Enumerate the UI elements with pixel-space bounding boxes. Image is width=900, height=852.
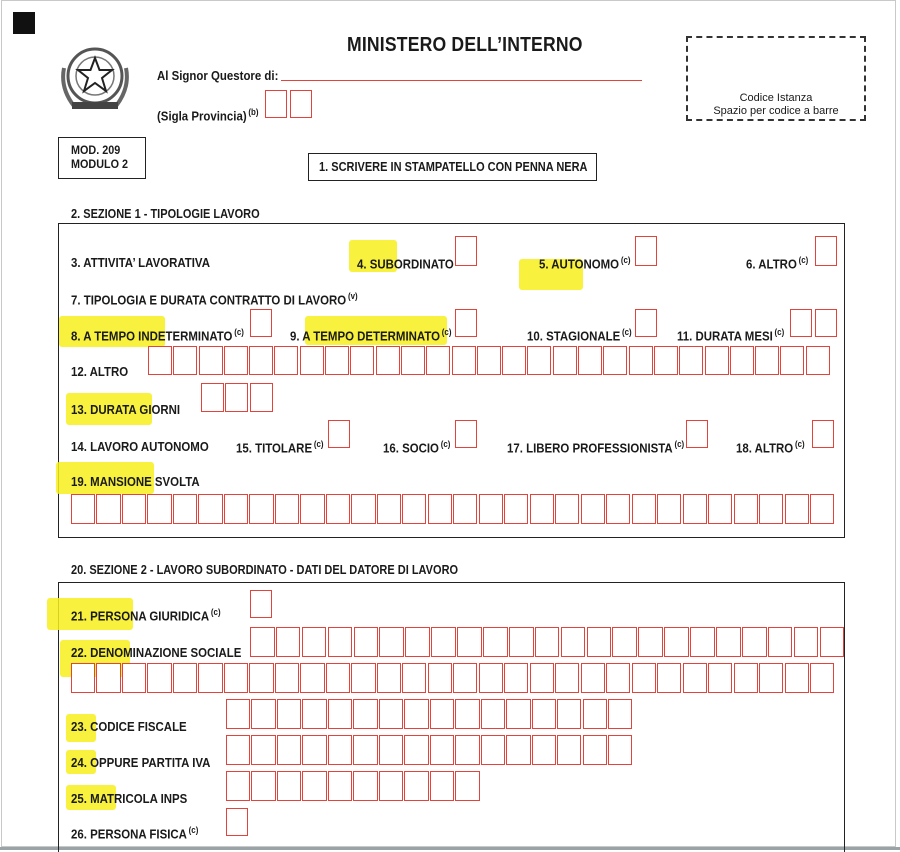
denominazione-char-box[interactable] <box>561 627 586 657</box>
denominazione-char-box[interactable] <box>249 663 273 693</box>
sigla-label: (Sigla Provincia) $^{(b)}$ <box>157 107 259 124</box>
altro12-char-box[interactable] <box>806 346 830 375</box>
denominazione-char-box[interactable] <box>379 627 404 657</box>
partita-iva-char-box[interactable] <box>430 735 454 765</box>
lavoro-autonomo-label: 14. LAVORO AUTONOMO <box>71 439 209 454</box>
denominazione-char-box[interactable] <box>453 663 477 693</box>
denominazione-char-box[interactable] <box>768 627 793 657</box>
denominazione-char-box[interactable] <box>457 627 482 657</box>
denominazione-char-box[interactable] <box>250 627 275 657</box>
titolare-label: 15. TITOLARE $^{(c)}$ <box>236 439 324 456</box>
mansione-char-box[interactable] <box>351 494 375 524</box>
denominazione-char-box[interactable] <box>509 627 534 657</box>
altro12-char-box[interactable] <box>679 346 703 375</box>
partita-iva-char-box[interactable] <box>379 735 403 765</box>
questore-label: Al Signor Questore di: <box>157 68 279 83</box>
partita-iva-char-box[interactable] <box>353 735 377 765</box>
denominazione-char-box[interactable] <box>734 663 758 693</box>
altro12-boxes <box>148 346 831 375</box>
matricola-char-box[interactable] <box>328 771 352 801</box>
durata-giorni-char-box[interactable] <box>201 383 224 412</box>
partita-iva-char-box[interactable] <box>404 735 428 765</box>
altro12-char-box[interactable] <box>325 346 349 375</box>
partita-iva-boxes <box>226 735 634 765</box>
socio-checkbox[interactable] <box>455 420 477 448</box>
altro12-char-box[interactable] <box>654 346 678 375</box>
mansione-char-box[interactable] <box>555 494 579 524</box>
mansione-char-box[interactable] <box>504 494 528 524</box>
sigla-box-2[interactable] <box>290 90 312 118</box>
altro12-char-box[interactable] <box>300 346 324 375</box>
partita-iva-char-box[interactable] <box>583 735 607 765</box>
mansione-char-box[interactable] <box>810 494 834 524</box>
codice-fiscale-char-box[interactable] <box>302 699 326 729</box>
partita-iva-char-box[interactable] <box>506 735 530 765</box>
denominazione-char-box[interactable] <box>555 663 579 693</box>
altro12-char-box[interactable] <box>578 346 602 375</box>
codice-fiscale-char-box[interactable] <box>251 699 275 729</box>
page-title: MINISTERO DELL’INTERNO <box>347 34 583 56</box>
mansione-char-box[interactable] <box>249 494 273 524</box>
denominazione-char-box[interactable] <box>276 627 301 657</box>
altro12-char-box[interactable] <box>401 346 425 375</box>
mansione-char-box[interactable] <box>453 494 477 524</box>
denominazione-char-box[interactable] <box>328 627 353 657</box>
mansione-char-box[interactable] <box>275 494 299 524</box>
matricola-char-box[interactable] <box>404 771 428 801</box>
mansione-char-box[interactable] <box>530 494 554 524</box>
republic-emblem-icon <box>56 38 134 118</box>
codice-fiscale-char-box[interactable] <box>532 699 556 729</box>
determinato-label: 9. A TEMPO DETERMINATO $^{(c)}$ <box>290 327 452 344</box>
altro12-char-box[interactable] <box>780 346 804 375</box>
matricola-char-box[interactable] <box>430 771 454 801</box>
matricola-char-box[interactable] <box>353 771 377 801</box>
mansione-char-box[interactable] <box>632 494 656 524</box>
codice-fiscale-char-box[interactable] <box>506 699 530 729</box>
indeterminato-label: 8. A TEMPO INDETERMINATO $^{(c)}$ <box>71 327 244 344</box>
denominazione-char-box[interactable] <box>326 663 350 693</box>
matricola-char-box[interactable] <box>251 771 275 801</box>
denominazione-boxes-row1 <box>250 627 845 657</box>
matricola-boxes <box>226 771 481 801</box>
autonomo-checkbox[interactable] <box>635 236 657 266</box>
mansione-boxes <box>71 494 836 524</box>
codice-fiscale-char-box[interactable] <box>608 699 632 729</box>
module-box <box>58 137 146 179</box>
barcode-caption <box>686 92 866 118</box>
denominazione-char-box[interactable] <box>479 663 503 693</box>
determinato-checkbox[interactable] <box>455 309 477 337</box>
denominazione-char-box[interactable] <box>377 663 401 693</box>
altro12-char-box[interactable] <box>603 346 627 375</box>
partita-iva-char-box[interactable] <box>557 735 581 765</box>
autonomo-label: 5. AUTONOMO $^{(c)}$ <box>539 255 631 272</box>
codice-fiscale-char-box[interactable] <box>353 699 377 729</box>
altro12-char-box[interactable] <box>148 346 172 375</box>
mansione-char-box[interactable] <box>300 494 324 524</box>
denominazione-char-box[interactable] <box>632 663 656 693</box>
denominazione-char-box[interactable] <box>428 663 452 693</box>
denominazione-char-box[interactable] <box>300 663 324 693</box>
denominazione-char-box[interactable] <box>785 663 809 693</box>
denominazione-char-box[interactable] <box>530 663 554 693</box>
codice-fiscale-boxes <box>226 699 634 729</box>
partita-iva-char-box[interactable] <box>226 735 250 765</box>
codice-fiscale-char-box[interactable] <box>583 699 607 729</box>
mansione-char-box[interactable] <box>581 494 605 524</box>
denominazione-char-box[interactable] <box>354 627 379 657</box>
denominazione-char-box[interactable] <box>742 627 767 657</box>
section2-title: 20. SEZIONE 2 - LAVORO SUBORDINATO - DATI DEL DATORE DI LAVORO <box>71 563 459 577</box>
denominazione-char-box[interactable] <box>587 627 612 657</box>
altro12-char-box[interactable] <box>173 346 197 375</box>
partita-iva-char-box[interactable] <box>302 735 326 765</box>
corner-marker <box>13 12 35 34</box>
mansione-char-box[interactable] <box>402 494 426 524</box>
durata-giorni-label: 13. DURATA GIORNI <box>71 402 181 417</box>
mansione-char-box[interactable] <box>479 494 503 524</box>
denominazione-label: 22. DENOMINAZIONE SOCIALE <box>71 645 242 660</box>
denominazione-char-box[interactable] <box>405 627 430 657</box>
altro12-char-box[interactable] <box>350 346 374 375</box>
mansione-char-box[interactable] <box>657 494 681 524</box>
denominazione-char-box[interactable] <box>683 663 707 693</box>
denominazione-char-box[interactable] <box>198 663 222 693</box>
denominazione-char-box[interactable] <box>483 627 508 657</box>
persona-fisica-checkbox[interactable] <box>226 808 248 836</box>
attivita-label: 3. ATTIVITA’ LAVORATIVA <box>71 255 210 270</box>
partita-iva-char-box[interactable] <box>455 735 479 765</box>
section1-title: 2. SEZIONE 1 - TIPOLOGIE LAVORO <box>71 207 260 221</box>
mansione-char-box[interactable] <box>71 494 95 524</box>
durata-giorni-boxes <box>201 383 274 412</box>
libero-prof-checkbox[interactable] <box>686 420 708 448</box>
denominazione-char-box[interactable] <box>147 663 171 693</box>
altro12-label: 12. ALTRO <box>71 364 129 379</box>
matricola-char-box[interactable] <box>226 771 250 801</box>
module-line-2: MODULO 2 <box>71 157 129 171</box>
tipologia-label: 7. TIPOLOGIA E DURATA CONTRATTO DI LAVORO $^{(v)}$ <box>71 291 358 308</box>
mansione-char-box[interactable] <box>173 494 197 524</box>
altro12-char-box[interactable] <box>527 346 551 375</box>
stagionale-checkbox[interactable] <box>635 309 657 337</box>
stagionale-label: 10. STAGIONALE $^{(c)}$ <box>527 327 632 344</box>
mansione-char-box[interactable] <box>122 494 146 524</box>
denominazione-char-box[interactable] <box>96 663 120 693</box>
denominazione-char-box[interactable] <box>504 663 528 693</box>
denominazione-char-box[interactable] <box>71 663 95 693</box>
barcode-sub: Spazio per codice a barre <box>713 105 839 117</box>
matricola-label: 25. MATRICOLA INPS <box>71 791 188 806</box>
mansione-char-box[interactable] <box>198 494 222 524</box>
instruction-text: 1. SCRIVERE IN STAMPATELLO CON PENNA NERA <box>319 160 588 174</box>
subordinato-label: 4. SUBORDINATO <box>357 256 454 272</box>
altro12-char-box[interactable] <box>730 346 754 375</box>
denominazione-char-box[interactable] <box>606 663 630 693</box>
persona-fisica-label: 26. PERSONA FISICA $^{(c)}$ <box>71 825 199 842</box>
mansione-char-box[interactable] <box>147 494 171 524</box>
mansione-char-box[interactable] <box>606 494 630 524</box>
denominazione-char-box[interactable] <box>638 627 663 657</box>
mansione-char-box[interactable] <box>428 494 452 524</box>
mansione-char-box[interactable] <box>224 494 248 524</box>
denominazione-char-box[interactable] <box>708 663 732 693</box>
denominazione-char-box[interactable] <box>759 663 783 693</box>
denominazione-char-box[interactable] <box>535 627 560 657</box>
denominazione-char-box[interactable] <box>716 627 741 657</box>
denominazione-char-box[interactable] <box>122 663 146 693</box>
partita-iva-char-box[interactable] <box>608 735 632 765</box>
durata-mesi-box-1[interactable] <box>790 309 812 337</box>
partita-iva-char-box[interactable] <box>532 735 556 765</box>
questore-input-line[interactable] <box>281 80 642 81</box>
persona-giuridica-label: 21. PERSONA GIURIDICA $^{(c)}$ <box>71 607 221 624</box>
titolare-checkbox[interactable] <box>328 420 350 448</box>
durata-mesi-box-2[interactable] <box>815 309 837 337</box>
denominazione-char-box[interactable] <box>431 627 456 657</box>
instruction-box <box>308 153 597 181</box>
sigla-box-1[interactable] <box>265 90 287 118</box>
codice-fiscale-char-box[interactable] <box>557 699 581 729</box>
codice-fiscale-char-box[interactable] <box>430 699 454 729</box>
codice-fiscale-label: 23. CODICE FISCALE <box>71 719 187 734</box>
altro12-char-box[interactable] <box>426 346 450 375</box>
codice-fiscale-char-box[interactable] <box>455 699 479 729</box>
altro12-char-box[interactable] <box>274 346 298 375</box>
socio-label: 16. SOCIO $^{(c)}$ <box>383 439 451 456</box>
denominazione-char-box[interactable] <box>664 627 689 657</box>
denominazione-char-box[interactable] <box>351 663 375 693</box>
durata-giorni-char-box[interactable] <box>225 383 248 412</box>
codice-fiscale-char-box[interactable] <box>404 699 428 729</box>
barcode-title: Codice Istanza <box>739 92 813 104</box>
altro12-char-box[interactable] <box>224 346 248 375</box>
altro12-char-box[interactable] <box>705 346 729 375</box>
codice-fiscale-char-box[interactable] <box>481 699 505 729</box>
altro18-label: 18. ALTRO $^{(c)}$ <box>736 439 805 456</box>
matricola-char-box[interactable] <box>379 771 403 801</box>
matricola-char-box[interactable] <box>277 771 301 801</box>
altro6-checkbox[interactable] <box>815 236 837 266</box>
codice-fiscale-char-box[interactable] <box>226 699 250 729</box>
altro12-char-box[interactable] <box>553 346 577 375</box>
altro12-char-box[interactable] <box>376 346 400 375</box>
denominazione-char-box[interactable] <box>275 663 299 693</box>
partita-iva-char-box[interactable] <box>277 735 301 765</box>
libero-prof-label: 17. LIBERO PROFESSIONISTA $^{(c)}$ <box>507 439 685 456</box>
altro12-char-box[interactable] <box>199 346 223 375</box>
mansione-char-box[interactable] <box>326 494 350 524</box>
mansione-char-box[interactable] <box>683 494 707 524</box>
indeterminato-checkbox[interactable] <box>250 309 272 337</box>
denominazione-boxes-row2 <box>71 663 836 693</box>
denominazione-char-box[interactable] <box>581 663 605 693</box>
denominazione-char-box[interactable] <box>794 627 819 657</box>
partita-iva-char-box[interactable] <box>251 735 275 765</box>
module-line-1: MOD. 209 <box>71 143 121 157</box>
subordinato-checkbox[interactable] <box>455 236 477 266</box>
mansione-label: 19. MANSIONE SVOLTA <box>71 474 200 489</box>
codice-fiscale-char-box[interactable] <box>277 699 301 729</box>
denominazione-char-box[interactable] <box>402 663 426 693</box>
mansione-char-box[interactable] <box>759 494 783 524</box>
denominazione-char-box[interactable] <box>302 627 327 657</box>
altro12-char-box[interactable] <box>477 346 501 375</box>
denominazione-char-box[interactable] <box>224 663 248 693</box>
mansione-char-box[interactable] <box>96 494 120 524</box>
mansione-char-box[interactable] <box>785 494 809 524</box>
partita-iva-char-box[interactable] <box>481 735 505 765</box>
mansione-char-box[interactable] <box>708 494 732 524</box>
mansione-char-box[interactable] <box>377 494 401 524</box>
partita-iva-label: 24. OPPURE PARTITA IVA <box>71 755 211 770</box>
durata-giorni-char-box[interactable] <box>250 383 273 412</box>
durata-mesi-label: 11. DURATA MESI $^{(c)}$ <box>677 327 785 344</box>
altro12-char-box[interactable] <box>502 346 526 375</box>
codice-fiscale-char-box[interactable] <box>328 699 352 729</box>
altro12-char-box[interactable] <box>452 346 476 375</box>
denominazione-char-box[interactable] <box>820 627 845 657</box>
altro12-char-box[interactable] <box>755 346 779 375</box>
persona-giuridica-checkbox[interactable] <box>250 590 272 618</box>
altro18-checkbox[interactable] <box>812 420 834 448</box>
denominazione-char-box[interactable] <box>690 627 715 657</box>
denominazione-char-box[interactable] <box>810 663 834 693</box>
denominazione-char-box[interactable] <box>173 663 197 693</box>
matricola-char-box[interactable] <box>455 771 479 801</box>
altro12-char-box[interactable] <box>629 346 653 375</box>
denominazione-char-box[interactable] <box>612 627 637 657</box>
altro12-char-box[interactable] <box>249 346 273 375</box>
denominazione-char-box[interactable] <box>657 663 681 693</box>
partita-iva-char-box[interactable] <box>328 735 352 765</box>
matricola-char-box[interactable] <box>302 771 326 801</box>
codice-fiscale-char-box[interactable] <box>379 699 403 729</box>
altro6-label: 6. ALTRO $^{(c)}$ <box>746 255 809 272</box>
mansione-char-box[interactable] <box>734 494 758 524</box>
